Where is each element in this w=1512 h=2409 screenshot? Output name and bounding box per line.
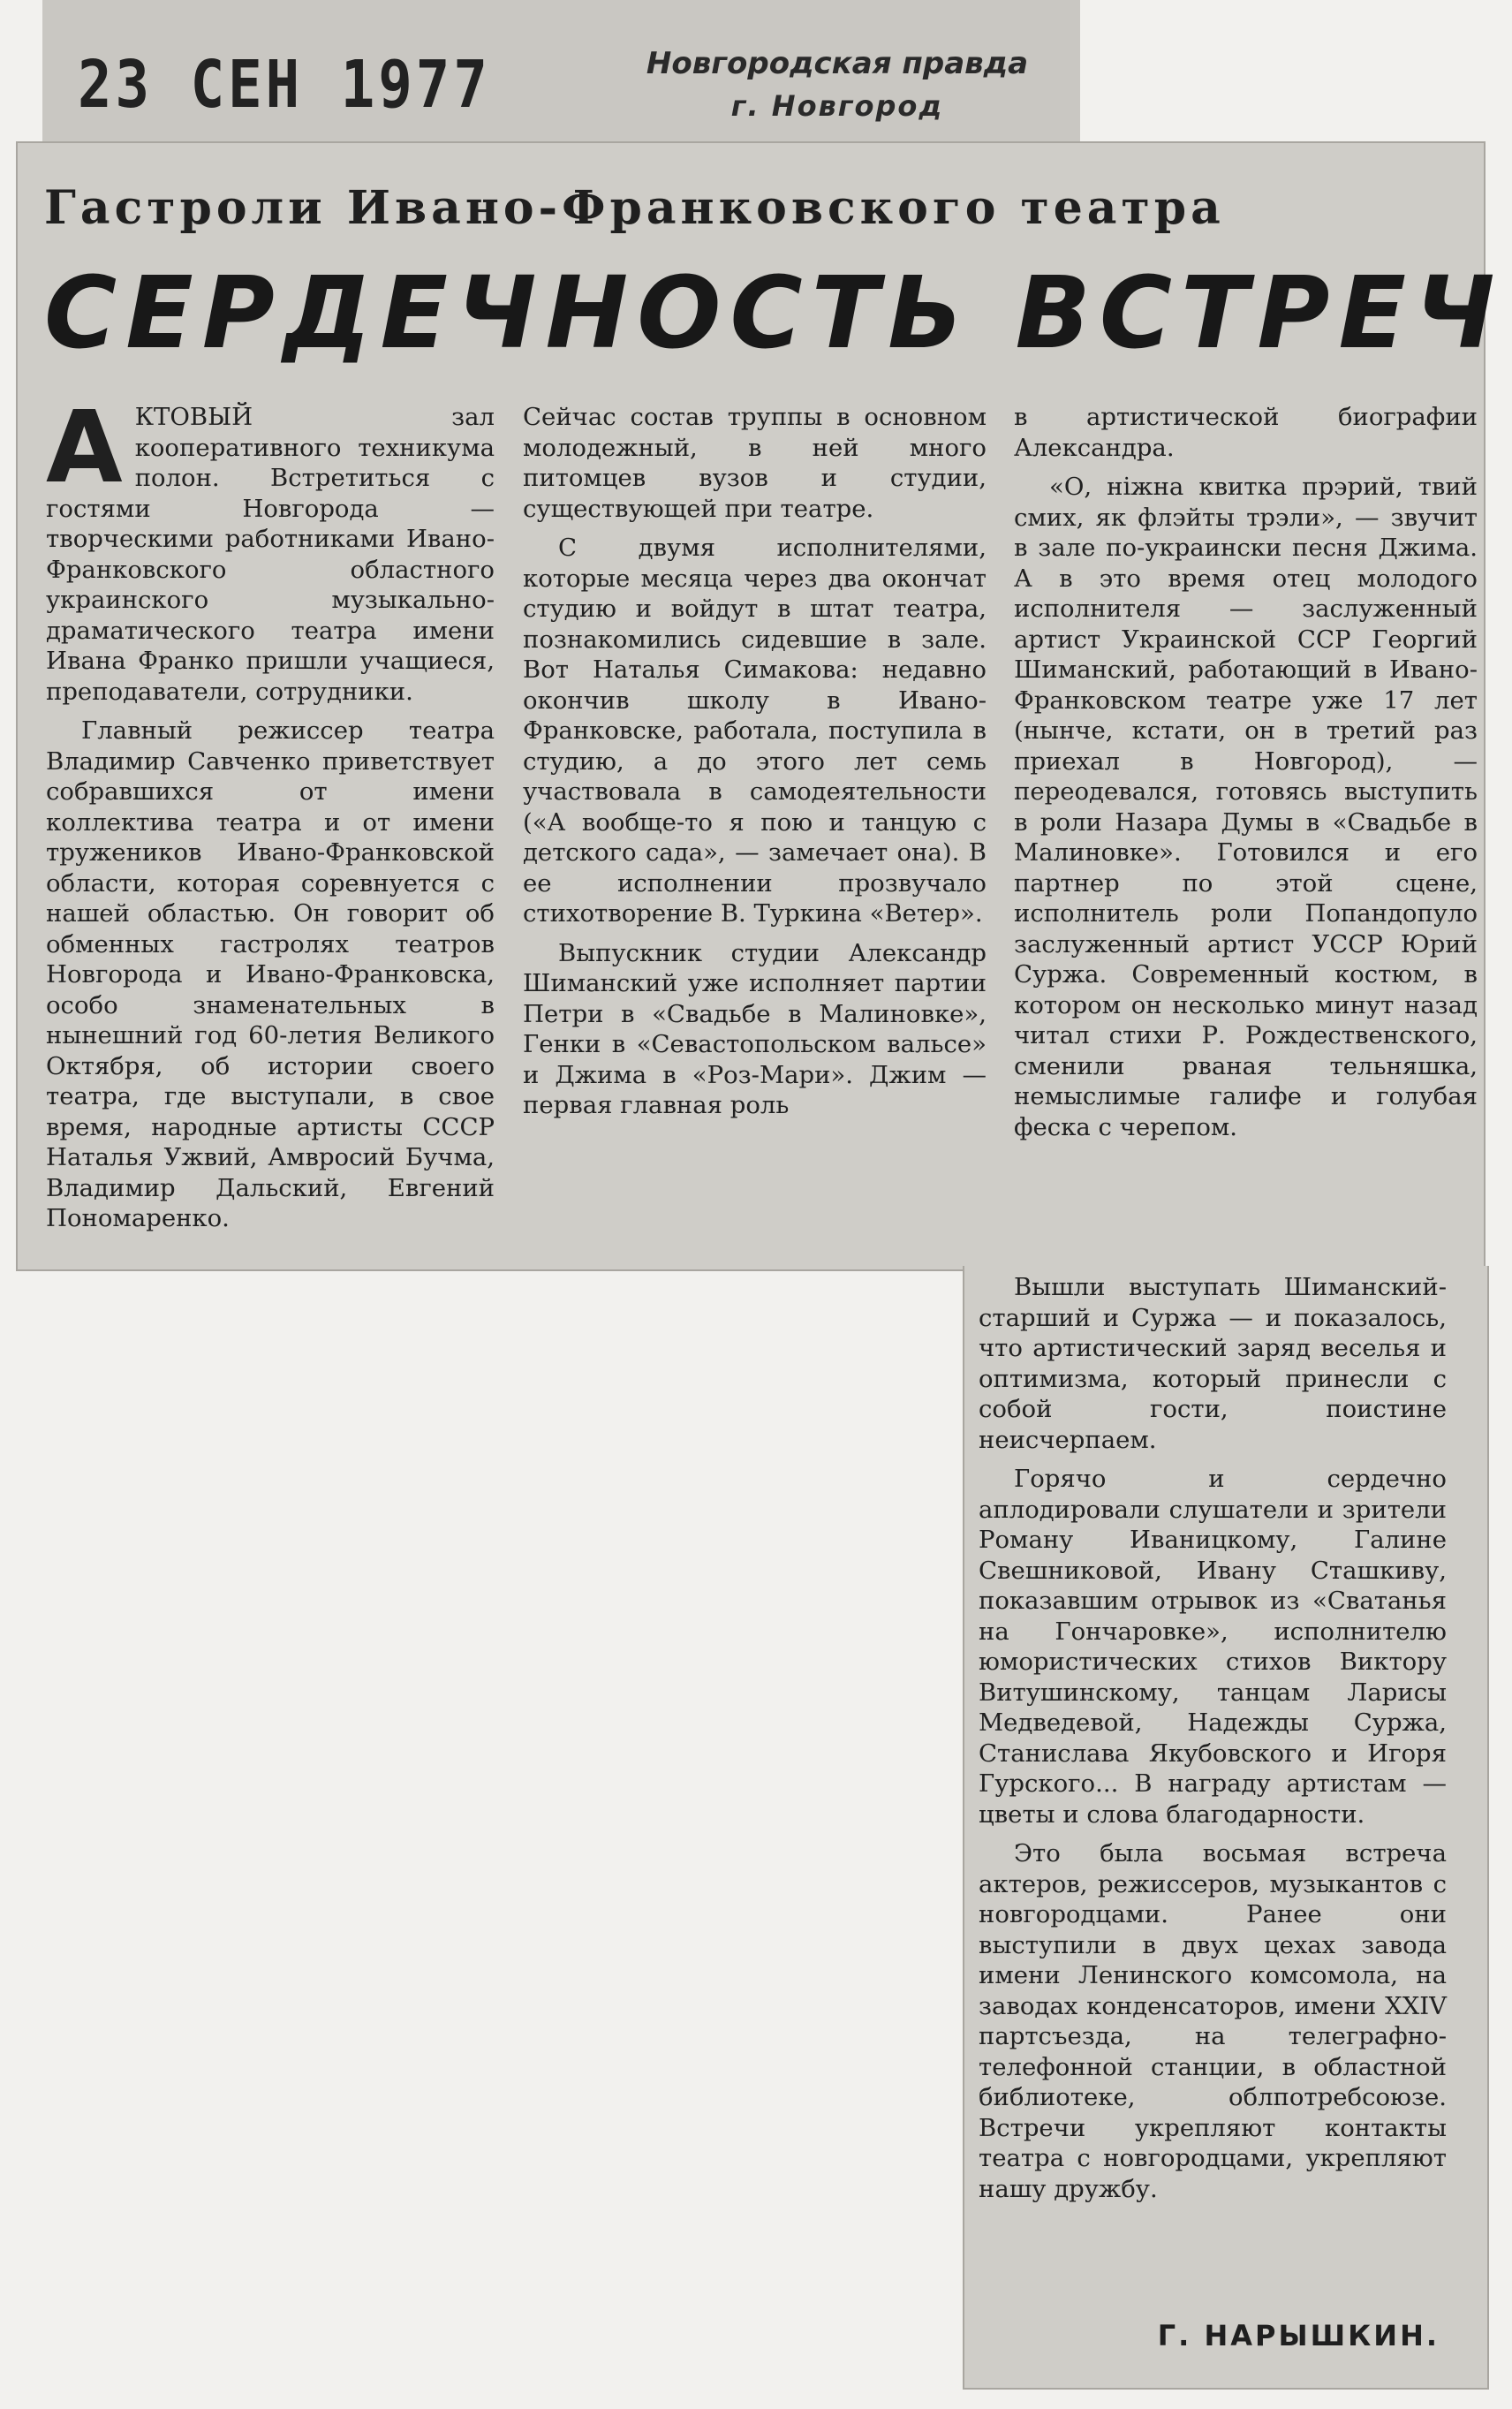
clipping-date-stamp: 23 СЕН 1977 xyxy=(78,48,491,124)
newspaper-source-stamp xyxy=(643,42,1032,127)
paragraph: АКТОВЫЙ зал кооперативного техникума полон. Встретиться с гостями Новгорода — творческими работниками Ивано-Франковского областного украинского музыкально-драматического театра имени Ивана Франко пришли учащиеся, преподаватели, сотрудники. xyxy=(46,390,495,706)
article-column-4 xyxy=(979,1272,1447,2204)
newspaper-city: г. Новгород xyxy=(730,89,944,123)
paragraph: Главный режиссер театра Владимир Савченко приветствует собравшихся от имени коллектива театра и от имени тружеников Ивано-Франковской области, которая соревнуется с нашей областью. Он говорит об обменных гастролях театров Новгорода и Ивано-Франковска, особо знаменательных в нынешний год 60-летия Великого Октября, об истории своего театра, где выступали, в свое время, народные артисты СССР Наталья Ужвий, Амвросий Бучма, Владимир Дальский, Евгений Пономаренко. xyxy=(46,716,495,1232)
archive-stamp-strip xyxy=(42,0,1080,143)
paragraph: С двумя исполнителями, которые месяца через два окончат студию и войдут в штат театра, познакомились сидевшие в зале. Вот Наталья Симакова: недавно окончив школу в Ивано-Франковске, работала, поступила в студию, а до этого лет семь участвовала в самодеятельности («А вообще-то я пою и танцую с детского сада», — замечает она). В ее исполнении прозвучало стихотворение В. Туркина «Ветер». xyxy=(523,534,987,928)
paragraph: Выпускник студии Александр Шиманский уже исполняет партии Петри в «Свадьбе в Малиновке», Генки в «Севастопольском вальсе» и Джима в «Роз-Мари». Джим — первая главная роль xyxy=(523,938,987,1119)
article-column-1 xyxy=(46,390,495,1234)
article-column-3 xyxy=(1014,402,1478,1142)
article-column-2 xyxy=(523,402,987,1121)
article-kicker: Гастроли Ивано-Франковского театра xyxy=(44,181,1225,235)
author-signature: Г. НАРЫШКИН. xyxy=(1157,2319,1440,2352)
paragraph: Сейчас состав труппы в основном молодежный, в ней много питомцев вузов и студии, существующей при театре. xyxy=(523,403,987,523)
newspaper-name: Новгородская правда xyxy=(646,46,1029,81)
paragraph: Это была восьмая встреча актеров, режиссеров, музыкантов с новгородцами. Ранее они выступили в двух цехах завода имени Ленинского комсомола, на заводах конденсаторов, имени XXIV партсъезда, на телеграфно-телефонной станции, в областной библиотеке, облпотребсоюзе. Встречи укрепляют контакты театра с новгородцами, укрепляют нашу дружбу. xyxy=(979,1839,1447,2203)
drop-cap: А xyxy=(46,390,123,505)
paragraph: «О, нiжна квитка прэрий, твий смих, як флэйты трэли», — звучит в зале по-украински песня Джима. А в это время отец молодого исполнителя — заслуженный артист Украинской ССР Георгий Шиманский, работающий в Ивано-Франковском театре уже 17 лет (нынче, кстати, он в третий раз приехал в Новгород), — переодевался, готовясь выступить в роли Назара Думы в «Свадьбе в Малиновке». Готовился и его партнер по этой сцене, исполнитель роли Попандопуло заслуженный артист УССР Юрий Суржа. Современный костюм, в котором он несколько минут назад читал стихи Р. Рождественского, сменили рваная тельняшка, немыслимые галифе и голубая феска с черепом. xyxy=(1014,473,1478,1141)
paragraph: Горячо и сердечно аплодировали слушатели и зрители Роману Иваницкому, Галине Свешниковой, Ивану Сташкиву, показавшим отрывок из «Сватанья на Гончаровке», исполнителю юмористических стихов Виктору Витушинскому, танцам Ларисы Медведевой, Надежды Суржа, Станислава Якубовского и Игоря Гурского... В награду артистам — цветы и слова благодарности. xyxy=(979,1465,1447,1829)
paragraph: в артистической биографии Александра. xyxy=(1014,403,1478,462)
article-headline: СЕРДЕЧНОСТЬ ВСТРЕЧ xyxy=(44,256,1504,371)
paragraph: Вышли выступать Шиманский-старший и Суржа — и показалось, что артистический заряд веселья и оптимизма, который принесли с собой гости, поистине неисчерпаем. xyxy=(979,1273,1447,1454)
